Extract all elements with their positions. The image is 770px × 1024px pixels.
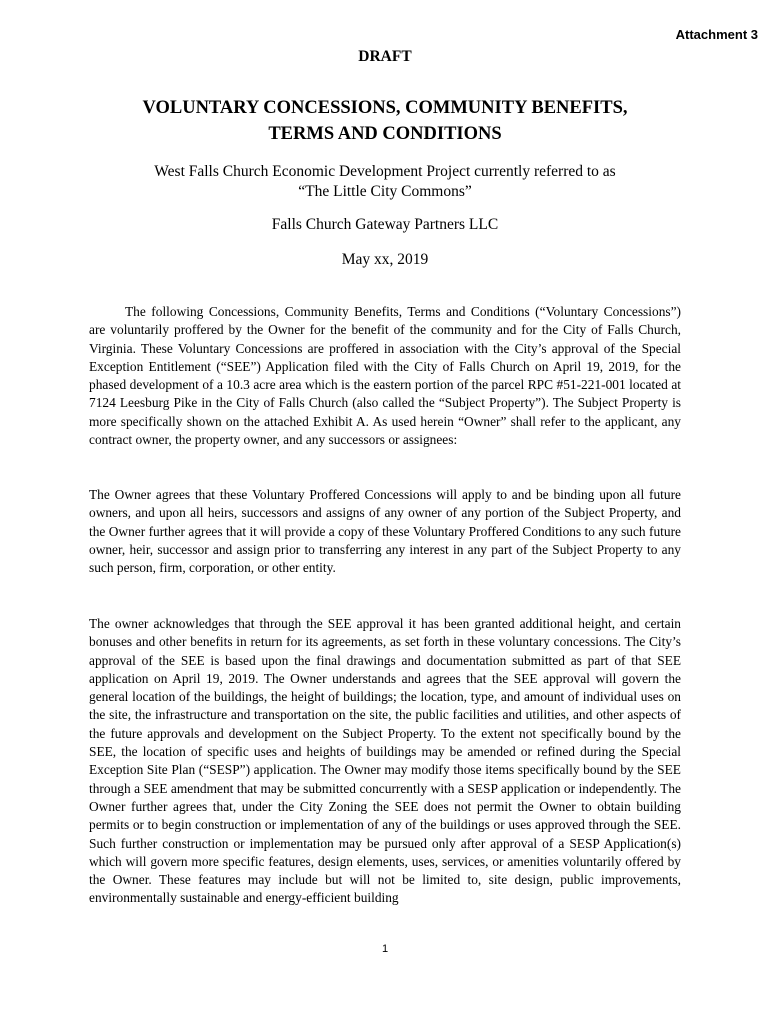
subtitle-line-1: West Falls Church Economic Development Project currently referred to as (154, 163, 616, 180)
document-date: May xx, 2019 (341, 251, 429, 268)
body-paragraph-1: The following Concessions, Community Benefits, Terms and Conditions (“Voluntary Concessions”) are voluntarily proffered by the Owner for the benefit of the community and for the City of Falls Church, Virginia. These Voluntary Concessions are proffered in association with the City’s approval of the Special Exception Entitlement (“SEE”) Application filed with the City of Falls Church on April 19, 2019, for the phased development of a 10.3 acre area which is the eastern portion of the parcel RPC #51-221-001 located at 7124 Leesburg Pike in the City of Falls Church (also called the “Subject Property”). The Subject Property is more specifically shown on the attached Exhibit A. As used herein “Owner” shall refer to the applicant, any contract owner, the property owner, and any successors or assignees: (89, 304, 681, 448)
document-title (60, 95, 710, 147)
subtitle-line-2: “The Little City Commons” (298, 183, 472, 200)
document-subtitle (60, 162, 710, 202)
body-paragraph-3: The owner acknowledges that through the SEE approval it has been granted additional height, and certain bonuses and other benefits in return for its agreements, as set forth in these voluntary concessions. The City’s approval of the SEE is based upon the final drawings and documentation submitted as part of that SEE application on April 19, 2019. The Owner understands and agrees that the SEE approval will govern the general location of the buildings, the height of buildings; the location, type, and amount of individual uses on the site, the infrastructure and transportation on the site, the public facilities and utilities, and other aspects of the future approvals and development on the Subject Property. To the extent not specifically bound by the SEE, the location of specific uses and heights of buildings may be amended or refined during the Special Exception Site Plan (“SESP”) application. The Owner may modify those items specifically bound by the SEE through a SEE amendment that may be submitted concurrently with a SESP application or independently. The Owner further agrees that, under the City Zoning the SEE does not permit the Owner to obtain building permits or to begin construction or implementation of any of the buildings or uses approved through the SEE. Such further construction or implementation may be pursued only after approval of a SESP Application(s) which will govern more specific features, design elements, uses, services, or amenities voluntarily offered by the Owner. These features may include but will not be limited to, site design, public improvements, environmentally sustainable and energy-efficient building (89, 616, 681, 906)
body-paragraph-2: The Owner agrees that these Voluntary Proffered Concessions will apply to and be binding upon all future owners, and upon all heirs, successors and assigns of any owner of any portion of the Subject Property, and the Owner further agrees that it will provide a copy of these Voluntary Proffered Conditions to any such future owner, heir, successor and assign prior to transferring any interest in any part of the Subject Property to any such person, firm, corporation, or other entity. (89, 487, 681, 576)
attachment-label: Attachment 3 (675, 27, 758, 42)
title-line-1: VOLUNTARY CONCESSIONS, COMMUNITY BENEFITS, (142, 98, 628, 118)
draft-label: DRAFT (358, 48, 412, 65)
page-number: 1 (381, 943, 389, 955)
company-name: Falls Church Gateway Partners LLC (271, 216, 499, 233)
title-line-2: TERMS AND CONDITIONS (268, 124, 502, 144)
